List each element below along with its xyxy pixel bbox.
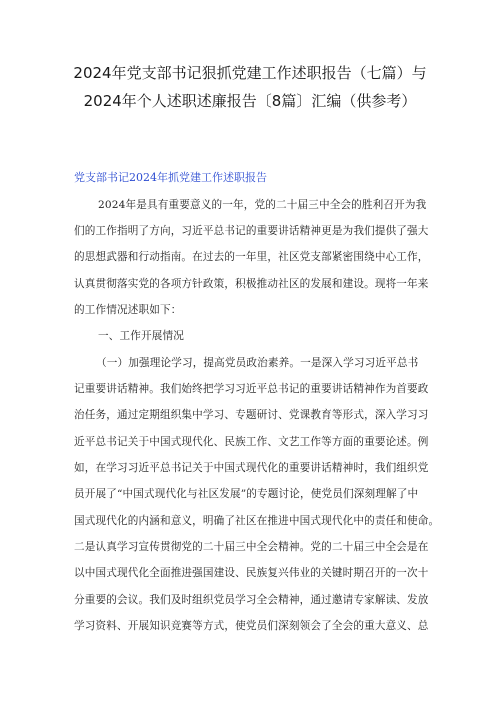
body-line: 的工作情况述职如下： [74, 304, 182, 316]
body-line: 们的工作指明了方向，习近平总书记的重要讲话精神更是为我们提供了强大 [74, 225, 429, 237]
body-line: 2024年是具有重要意义的一年，党的二十届三中全会的胜利召开为我 [98, 199, 427, 211]
body-line: 分重要的会议。我们及时组织党员学习全会精神，通过邀请专家解读、发放 [74, 594, 429, 606]
body-line: 近平总书记关于中国式现代化、民族工作、文艺工作等方面的重要论述。例 [74, 436, 429, 448]
body-line: 记重要讲话精神。我们始终把学习习近平总书记的重要讲话精神作为首要政 [74, 383, 429, 395]
document-title-line-1: 2024年党支部书记狠抓党建工作述职报告（七篇）与 [73, 64, 427, 82]
body-line: 二是认真学习宣传贯彻党的二十届三中全会精神。党的二十届三中全会是在 [74, 541, 429, 553]
body-line: 国式现代化的内涵和意义，明确了社区在推进中国式现代化中的责任和使命。 [74, 515, 440, 527]
body-line: 以中国式现代化全面推进强国建设、民族复兴伟业的关键时期召开的一次十 [74, 567, 429, 579]
section-heading: 一、工作开展情况 [98, 330, 184, 342]
body-line: 员开展了“中国式现代化与社区发展”的专题讨论，使党员们深刻理解了中 [74, 488, 419, 500]
document-title-line-2: 2024年个人述职述廉报告〔8篇〕汇编（供参考） [83, 92, 417, 110]
body-line: 治任务，通过定期组织集中学习、专题研讨、党课教育等形式，深入学习习 [74, 409, 429, 421]
body-line: 认真贯彻落实党的各项方针政策，积极推动社区的发展和建设。现将一年来 [74, 278, 429, 290]
body-line: 学习资料、开展知识竞赛等方式，使党员们深刻领会了全会的重大意义、总 [74, 620, 429, 632]
body-line: 的思想武器和行动指南。在过去的一年里，社区党支部紧密围绕中心工作， [74, 251, 429, 263]
section-heading-link[interactable]: 党支部书记2024年抓党建工作述职报告 [74, 171, 267, 184]
body-line: （一）加强理论学习，提高党员政治素养。一是深入学习习近平总书 [96, 357, 419, 369]
body-line: 如，在学习习近平总书记关于中国式现代化的重要讲话精神时，我们组织党 [74, 462, 429, 474]
